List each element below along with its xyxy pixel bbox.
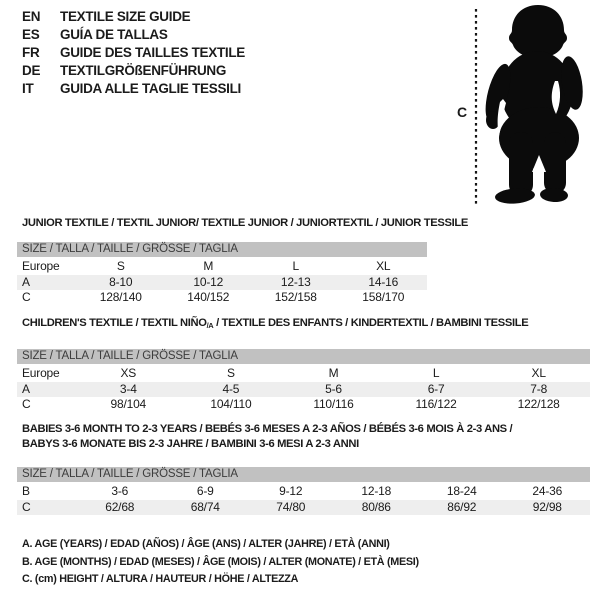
table-title-line — [22, 316, 590, 333]
babies-size-table — [17, 467, 590, 515]
title-subscript: /A — [206, 321, 214, 330]
language-code: DE — [22, 63, 41, 78]
table-cell: 24-36 — [532, 484, 563, 498]
row-label: Europe — [22, 259, 60, 273]
row-label: C — [22, 397, 31, 411]
language-row-de — [22, 62, 245, 80]
table-title-line — [22, 216, 468, 231]
table-cell: 80/86 — [361, 499, 391, 514]
children-size-table — [17, 349, 590, 413]
row-label: C — [22, 290, 31, 304]
table-cell: M — [328, 366, 339, 380]
row-label: A — [22, 381, 30, 396]
language-label: GUÍA DE TALLAS — [60, 27, 168, 42]
table-row — [17, 275, 427, 291]
table-row — [17, 397, 590, 413]
table-cell: 5-6 — [325, 381, 342, 396]
language-row-it — [22, 80, 245, 98]
language-row-en — [22, 8, 245, 26]
table-cell: 68/74 — [190, 499, 220, 514]
table-cell: 140/152 — [187, 290, 230, 304]
table-cell: 92/98 — [532, 499, 562, 514]
row-label: Europe — [22, 366, 60, 380]
toddler-silhouette-icon — [481, 5, 587, 205]
title-text: JUNIOR TEXTILE / TEXTIL JUNIOR/ TEXTILE JUNIOR / JUNIORTEXTIL / JUNIOR TESSILE — [22, 217, 468, 229]
language-label: GUIDA ALLE TAGLIE TESSILI — [60, 81, 241, 96]
table-row — [17, 290, 427, 306]
babies-table-title — [22, 422, 590, 452]
table-cell: S — [226, 366, 235, 380]
table-cell: 74/80 — [276, 499, 306, 514]
children-section — [17, 316, 590, 413]
table-cell: 6-9 — [196, 484, 214, 498]
table-cell: 122/128 — [517, 397, 560, 411]
table-cell: L — [292, 259, 299, 273]
table-cell: 3-6 — [111, 484, 129, 498]
junior-section — [17, 216, 468, 306]
table-cell: XL — [376, 259, 391, 273]
table-cell: 12-13 — [280, 274, 311, 289]
table-cell: 86/92 — [447, 499, 477, 514]
baby-size-figure — [450, 4, 600, 207]
language-row-es — [22, 26, 245, 44]
table-cell: 104/110 — [210, 397, 252, 411]
junior-table-title — [22, 216, 468, 231]
title-text: CHILDREN'S TEXTILE / TEXTIL NIÑO — [22, 317, 207, 329]
note-height-cm: C. (cm) HEIGHT / ALTURA / HAUTEUR / HÖHE / ALTEZZA — [22, 573, 299, 585]
table-cell: 7-8 — [530, 381, 548, 396]
table-cell: S — [116, 259, 125, 273]
language-label: GUIDE DES TAILLES TEXTILE — [60, 45, 246, 60]
language-code: EN — [22, 9, 41, 24]
table-title-line — [22, 437, 590, 452]
language-code: FR — [22, 45, 40, 60]
language-code: ES — [22, 27, 40, 42]
table-cell: 4-5 — [222, 381, 240, 396]
table-cell: 12-18 — [361, 484, 392, 498]
size-header-bar: SIZE / TALLA / TAILLE / GRÖSSE / TAGLIA — [17, 349, 590, 364]
table-row — [17, 259, 427, 275]
table-cell: L — [432, 366, 440, 380]
language-label: TEXTILGRÖßENFÜHRUNG — [60, 63, 227, 78]
table-row — [17, 366, 590, 382]
table-cell: 110/116 — [313, 397, 354, 411]
table-cell: XS — [120, 366, 137, 380]
table-cell: 152/158 — [274, 290, 317, 304]
language-label: TEXTILE SIZE GUIDE — [60, 9, 191, 24]
table-cell: 3-4 — [119, 381, 137, 396]
size-header-bar: SIZE / TALLA / TAILLE / GRÖSSE / TAGLIA — [17, 242, 427, 257]
height-measure-label: C — [457, 104, 468, 120]
title-text: / TEXTILE DES ENFANTS / KINDERTEXTIL / BAMBINI TESSILE — [213, 317, 529, 329]
table-row — [17, 500, 590, 516]
note-age-years: A. AGE (YEARS) / EDAD (AÑOS) / ÂGE (ANS) / ALTER (JAHRE) / ETÀ (ANNI) — [22, 538, 390, 550]
table-cell: 10-12 — [193, 274, 224, 289]
table-cell: XL — [531, 366, 546, 380]
size-header-bar: SIZE / TALLA / TAILLE / GRÖSSE / TAGLIA — [17, 467, 590, 482]
table-cell: M — [203, 259, 214, 273]
language-header — [22, 8, 245, 98]
table-cell: 9-12 — [279, 484, 303, 498]
language-code: IT — [22, 81, 34, 96]
table-cell: 62/68 — [105, 499, 135, 514]
table-cell: 8-10 — [109, 274, 133, 289]
title-text: BABYS 3-6 MONATE BIS 2-3 JAHRE / BAMBINI 3-6 MESI A 2-3 ANNI — [22, 438, 359, 450]
table-cell: 158/170 — [362, 290, 405, 304]
table-title-line — [22, 422, 590, 437]
legend-notes — [22, 536, 419, 589]
babies-section — [17, 422, 590, 515]
table-cell: 14-16 — [368, 274, 399, 289]
table-cell: 128/140 — [99, 290, 142, 304]
title-text: BABIES 3-6 MONTH TO 2-3 YEARS / BEBÉS 3-6 MESES A 2-3 AÑOS / BÉBÉS 3-6 MOIS À 2-3 ANS / — [22, 423, 513, 435]
row-label: C — [22, 499, 31, 514]
table-cell: 18-24 — [446, 484, 477, 498]
row-label: A — [22, 274, 30, 289]
table-cell: 6-7 — [427, 381, 445, 396]
note-age-months: B. AGE (MONTHS) / EDAD (MESES) / ÂGE (MOIS) / ALTER (MONATE) / ETÀ (MESI) — [22, 555, 419, 568]
row-label: B — [22, 484, 30, 498]
children-table-title — [22, 316, 590, 333]
table-row — [17, 382, 590, 398]
table-cell: 116/122 — [415, 397, 457, 411]
table-cell: 98/104 — [110, 397, 147, 411]
language-row-fr — [22, 44, 245, 62]
table-row — [17, 484, 590, 500]
junior-size-table — [17, 242, 427, 306]
